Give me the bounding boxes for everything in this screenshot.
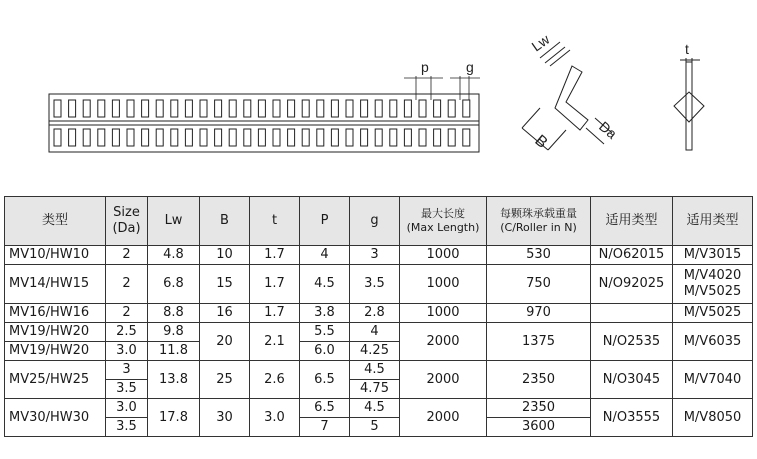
cell-size: 2.5 [106, 323, 148, 342]
roller-slot [185, 100, 192, 117]
cell-p: 7 [300, 418, 350, 437]
cell-max-length: 1000 [400, 246, 487, 265]
roller-slot [171, 100, 178, 117]
roller-slot [288, 129, 295, 146]
header-g: g [350, 197, 400, 246]
table-row [5, 323, 753, 342]
roller-slot [200, 129, 207, 146]
roller-slot [215, 129, 222, 146]
cell-b: 16 [200, 304, 250, 323]
cell-g: 4.75 [350, 380, 400, 399]
roller-slot [83, 100, 90, 117]
roller-slot [98, 100, 105, 117]
cell-model: MV19/HW20 [5, 323, 106, 342]
roller-slot [258, 100, 265, 117]
header-p: P [300, 197, 350, 246]
roller-slot [112, 129, 119, 146]
header-load [487, 197, 591, 246]
spec-table [4, 196, 753, 437]
p-label: p [421, 59, 429, 75]
header-size [106, 197, 148, 246]
roller-slot [98, 129, 105, 146]
roller-slot [463, 129, 470, 146]
roller-slot [302, 129, 309, 146]
cell-t: 3.0 [250, 399, 300, 437]
roller-slot [142, 129, 149, 146]
header-max-length [400, 197, 487, 246]
table-header-row [5, 197, 753, 246]
cell-load: 530 [487, 246, 591, 265]
roller-slot [346, 129, 353, 146]
roller-slot [142, 100, 149, 117]
roller-slot [229, 100, 236, 117]
roller-slot [463, 100, 470, 117]
cell-load: 750 [487, 265, 591, 304]
pitch-dimension [404, 76, 480, 100]
roller-slot [346, 100, 353, 117]
cell-load: 2350 [487, 399, 591, 418]
roller-slot [317, 129, 324, 146]
cell-p: 5.5 [300, 323, 350, 342]
cell-type2-line1: M/V4020 [683, 268, 742, 283]
roller-slot [156, 129, 163, 146]
cell-t: 1.7 [250, 265, 300, 304]
cell-model: MV14/HW15 [5, 265, 106, 304]
cell-size: 3 [106, 361, 148, 380]
roller-slot [317, 100, 324, 117]
roller-slot [244, 100, 251, 117]
cell-lw: 9.8 [148, 323, 200, 342]
roller-slot [54, 129, 61, 146]
cell-load: 970 [487, 304, 591, 323]
header-size-line1: Size [113, 205, 140, 220]
cell-type1: N/O3555 [591, 399, 673, 437]
header-load-line2: (C/Roller in N) [500, 221, 577, 234]
roller-slot [229, 129, 236, 146]
cell-type1: N/O92025 [591, 265, 673, 304]
roller-slot [127, 100, 134, 117]
cell-type1: N/O2535 [591, 323, 673, 361]
cell-g: 5 [350, 418, 400, 437]
side-view-section [674, 58, 704, 150]
cell-type1: N/O62015 [591, 246, 673, 265]
cell-g: 4 [350, 323, 400, 342]
cell-g: 3.5 [350, 265, 400, 304]
header-b: B [200, 197, 250, 246]
cell-model: MV25/HW25 [5, 361, 106, 399]
cell-size: 3.0 [106, 342, 148, 361]
roller-slot [419, 129, 426, 146]
cell-lw: 11.8 [148, 342, 200, 361]
roller-slot [390, 100, 397, 117]
roller-slot [200, 100, 207, 117]
cell-g: 4.5 [350, 361, 400, 380]
cell-type2: M/V6035 [673, 323, 753, 361]
roller-slot [288, 100, 295, 117]
roller-slot [302, 100, 309, 117]
roller-slot [419, 100, 426, 117]
cell-model: MV16/HW16 [5, 304, 106, 323]
header-t: t [250, 197, 300, 246]
cell-load: 2350 [487, 361, 591, 399]
cell-type2: M/V8050 [673, 399, 753, 437]
cell-size: 3.5 [106, 380, 148, 399]
da-label: Da [596, 118, 621, 142]
cell-g: 4.5 [350, 399, 400, 418]
cell-g: 4.25 [350, 342, 400, 361]
cell-model: MV19/HW20 [5, 342, 106, 361]
roller-slot [390, 129, 397, 146]
cell-type2: M/V5025 [673, 304, 753, 323]
table-row [5, 361, 753, 380]
roller-slot [404, 129, 411, 146]
roller-slot [375, 129, 382, 146]
roller-slot [69, 129, 76, 146]
cell-t: 1.7 [250, 246, 300, 265]
header-load-line1: 每颗珠承载重量 [500, 207, 577, 220]
roller-slot [273, 129, 280, 146]
cell-size: 3.0 [106, 399, 148, 418]
roller-slot [434, 100, 441, 117]
cell-max-length: 1000 [400, 304, 487, 323]
cell-model: MV10/HW10 [5, 246, 106, 265]
cell-b: 25 [200, 361, 250, 399]
v-profile-section [522, 42, 612, 150]
table-row [5, 304, 753, 323]
cell-size: 2 [106, 246, 148, 265]
roller-slot [361, 129, 368, 146]
cell-max-length: 2000 [400, 323, 487, 361]
roller-slot [127, 129, 134, 146]
cell-max-length: 1000 [400, 265, 487, 304]
roller-slot [361, 100, 368, 117]
roller-slot [215, 100, 222, 117]
cell-type1 [591, 304, 673, 323]
cell-t: 2.6 [250, 361, 300, 399]
cell-load: 3600 [487, 418, 591, 437]
cell-lw: 13.8 [148, 361, 200, 399]
table-row [5, 246, 753, 265]
roller-slot [404, 100, 411, 117]
cell-p: 4.5 [300, 265, 350, 304]
roller-slot [375, 100, 382, 117]
roller-slot [156, 100, 163, 117]
cell-size: 2 [106, 265, 148, 304]
roller-slots-bottom [54, 129, 470, 146]
b-label: B [531, 132, 551, 152]
cell-type2 [673, 265, 753, 304]
cell-max-length: 2000 [400, 361, 487, 399]
roller-slots-top [54, 100, 470, 117]
header-size-line2: (Da) [112, 221, 141, 236]
technical-drawing [0, 0, 757, 196]
roller-slot [331, 129, 338, 146]
cell-size: 3.5 [106, 418, 148, 437]
header-max-length-line1: 最大长度 [421, 207, 465, 220]
roller-slot [273, 100, 280, 117]
cell-lw: 17.8 [148, 399, 200, 437]
cell-type2: M/V7040 [673, 361, 753, 399]
header-applicable-type-1: 适用类型 [591, 197, 673, 246]
roller-slot [185, 129, 192, 146]
cell-max-length: 2000 [400, 399, 487, 437]
header-type: 类型 [5, 197, 106, 246]
cell-p: 3.8 [300, 304, 350, 323]
cell-t: 2.1 [250, 323, 300, 361]
cell-t: 1.7 [250, 304, 300, 323]
table-row [5, 265, 753, 304]
cell-lw: 8.8 [148, 304, 200, 323]
cell-g: 3 [350, 246, 400, 265]
t-label: t [685, 41, 689, 57]
roller-slot [69, 100, 76, 117]
cell-model: MV30/HW30 [5, 399, 106, 437]
header-applicable-type-2: 适用类型 [673, 197, 753, 246]
roller-slot [171, 129, 178, 146]
cell-p: 6.5 [300, 361, 350, 399]
cell-p: 4 [300, 246, 350, 265]
cell-g: 2.8 [350, 304, 400, 323]
roller-slot [448, 100, 455, 117]
roller-cage-strip [49, 94, 479, 152]
roller-slot [244, 129, 251, 146]
header-lw: Lw [148, 197, 200, 246]
cell-b: 15 [200, 265, 250, 304]
roller-slot [434, 129, 441, 146]
cell-type2: M/V3015 [673, 246, 753, 265]
cell-p: 6.0 [300, 342, 350, 361]
roller-slot [112, 100, 119, 117]
lw-label: Lw [528, 31, 553, 55]
cell-lw: 6.8 [148, 265, 200, 304]
cell-lw: 4.8 [148, 246, 200, 265]
cell-b: 20 [200, 323, 250, 361]
header-max-length-line2: (Max Length) [406, 221, 480, 234]
cell-b: 30 [200, 399, 250, 437]
roller-slot [448, 129, 455, 146]
g-label: g [466, 59, 474, 75]
roller-slot [258, 129, 265, 146]
cell-p: 6.5 [300, 399, 350, 418]
roller-slot [54, 100, 61, 117]
roller-slot [83, 129, 90, 146]
cell-b: 10 [200, 246, 250, 265]
cell-load: 1375 [487, 323, 591, 361]
cell-size: 2 [106, 304, 148, 323]
cell-type2-line2: M/V5025 [683, 284, 742, 299]
cell-type1: N/O3045 [591, 361, 673, 399]
roller-slot [331, 100, 338, 117]
table-row [5, 399, 753, 418]
